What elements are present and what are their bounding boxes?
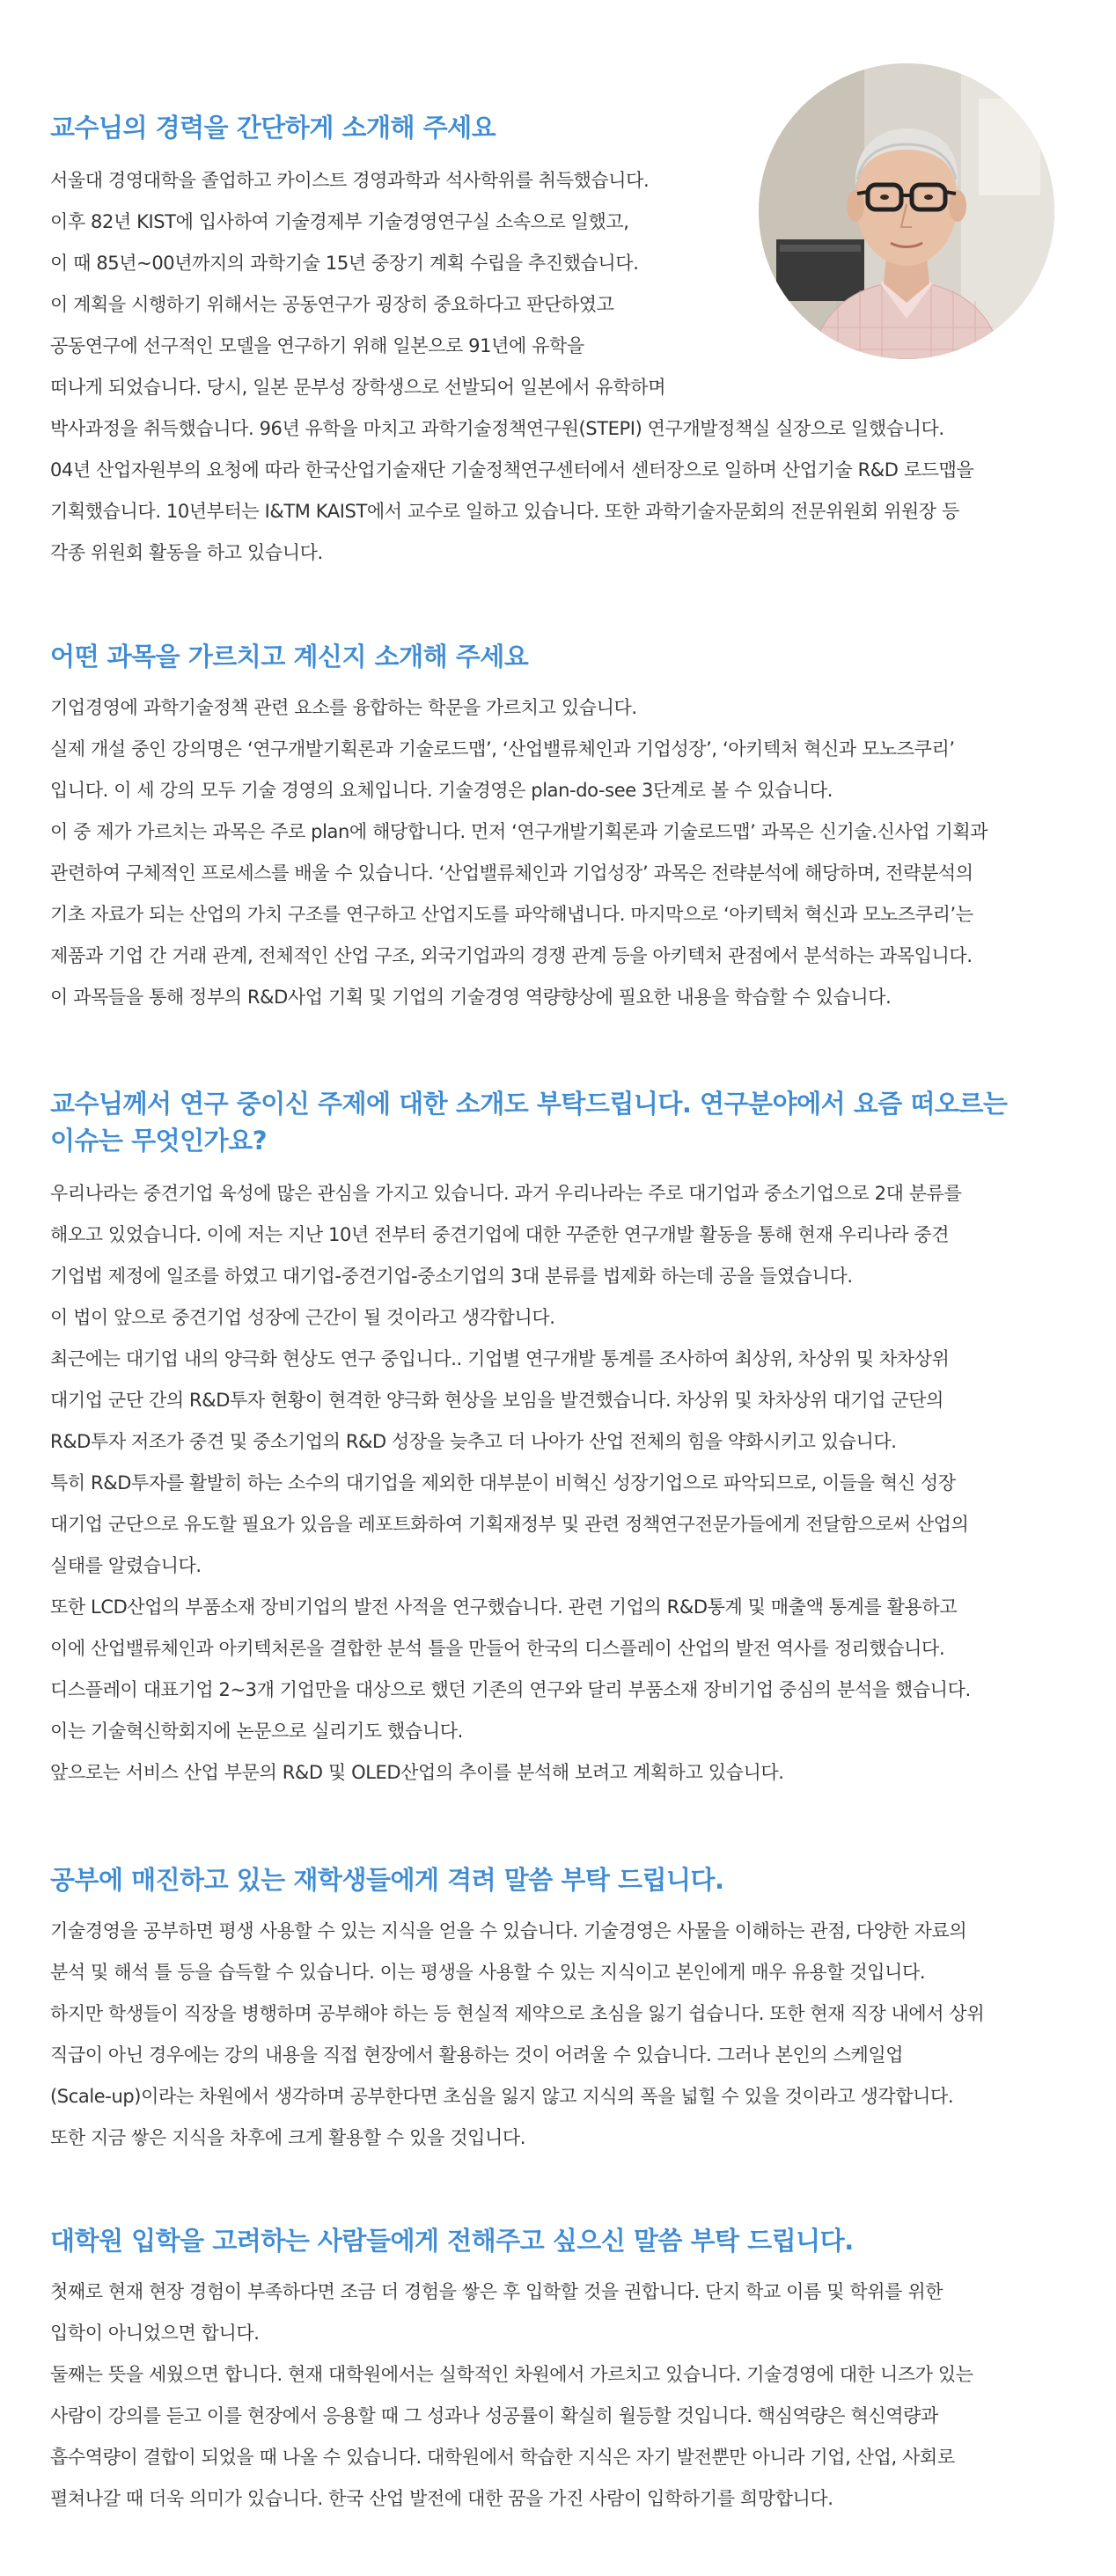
body-line: 입니다. 이 세 강의 모두 기술 경영의 요체입니다. 기술경영은 plan-do-see 3단계로 볼 수 있습니다. [50,780,833,801]
section-title: 공부에 매진하고 있는 재학생들에게 격려 말씀 부탁 드립니다. [50,1865,724,1895]
body-line: 공동연구에 선구적인 모델을 연구하기 위해 일본으로 91년에 유학을 [50,335,584,356]
body-line: 디스플레이 대표기업 2~3개 기업만을 대상으로 했던 기존의 연구와 달리 부품소재 장비기업 중심의 분석을 했습니다. [50,1679,971,1700]
section-body [50,687,1071,1018]
body-line: 실태를 알렸습니다. [50,1555,202,1576]
body-line: 둘째는 뜻을 세웠으면 합니다. 현재 대학원에서는 실학적인 차원에서 가르치고 있습니다. 기술경영에 대한 니즈가 있는 [50,2364,973,2385]
body-line: 첫째로 현재 현장 경험이 부족하다면 조금 더 경험을 쌓은 후 입학할 것을 권합니다. 단지 학교 이름 및 학위를 위한 [50,2281,943,2302]
body-line: 관련하여 구체적인 프로세스를 배울 수 있습니다. ‘산업밸류체인과 기업성장’ 과목은 전략분석에 해당하며, 전략분석의 [50,862,973,884]
body-line: 입학이 아니었으면 합니다. [50,2323,260,2344]
body-line: 기업법 제정에 일조를 하였고 대기업-중견기업-중소기업의 3대 분류를 법제화 하는데 공을 들였습니다. [50,1266,853,1287]
section-body [50,1911,1071,2159]
body-line: 각종 위원회 활동을 하고 있습니다. [50,542,323,563]
body-line: 기획했습니다. 10년부터는 I&TM KAIST에서 교수로 일하고 있습니다. 또한 과학기술자문회의 전문위원회 위원장 등 [50,501,959,522]
body-line: 기술경영을 공부하면 평생 사용할 수 있는 지식을 얻을 수 있습니다. 기술경영은 사물을 이해하는 관점, 다양한 자료의 [50,1920,967,1941]
body-line: 04년 산업자원부의 요청에 따라 한국산업기술재단 기술정책연구센터에서 센터장으로 일하며 산업기술 R&D 로드맵을 [50,459,974,481]
body-line: 직급이 아닌 경우에는 강의 내용을 직접 현장에서 활용하는 것이 어려울 수 있습니다. 그러나 본인의 스케일업 [50,2044,904,2066]
body-line: 대기업 군단으로 유도할 필요가 있음을 레포트화하여 기획재정부 및 관련 정책연구전문가들에게 전달함으로써 산업의 [50,1514,969,1535]
body-line: 서울대 경영대학을 졸업하고 카이스트 경영과학과 석사학위를 취득했습니다. [50,170,650,191]
section-title: 어떤 과목을 가르치고 계신지 소개해 주세요 [50,642,529,672]
body-line: 기업경영에 과학기술정책 관련 요소를 융합하는 학문을 가르치고 있습니다. [50,697,637,718]
body-line: 사람이 강의를 듣고 이를 현장에서 응용할 때 그 성과나 성공률이 확실히 월등할 것입니다. 핵심역량은 혁신역량과 [50,2405,938,2426]
body-line: 이 과목들을 통해 정부의 R&D사업 기획 및 기업의 기술경영 역량향상에 필요한 내용을 학습할 수 있습니다. [50,987,892,1008]
section-research [50,1085,1071,1794]
body-line: 이에 산업밸류체인과 아키텍처론을 결합한 분석 틀을 만들어 한국의 디스플레이 산업의 발전 역사를 정리했습니다. [50,1638,945,1659]
body-line: 기초 자료가 되는 산업의 가치 구조를 연구하고 산업지도를 파악해냅니다. 마지막으로 ‘아키텍처 혁신과 모노즈쿠리’는 [50,904,973,925]
body-line: 이후 82년 KIST에 입사하여 기술경제부 기술경영연구실 소속으로 일했고, [50,211,629,232]
section-body [50,2271,1071,2520]
body-line: 이 법이 앞으로 중견기업 성장에 근간이 될 것이라고 생각합니다. [50,1307,555,1328]
section-title: 교수님의 경력을 간단하게 소개해 주세요 [50,113,496,143]
section-courses [50,638,1071,1018]
body-line: 앞으로는 서비스 산업 부문의 R&D 및 OLED산업의 추이를 분석해 보려고 계획하고 있습니다. [50,1762,784,1783]
body-line: 이 때 85년~00년까지의 과학기술 15년 중장기 계획 수립을 추진했습니다. [50,253,639,274]
body-line: 이 중 제가 가르치는 과목은 주로 plan에 해당합니다. 먼저 ‘연구개발기획론과 기술로드맵’ 과목은 신기술.신사업 기획과 [50,821,988,842]
body-line: 대기업 군단 간의 R&D투자 현황이 현격한 양극화 현상을 보임을 발견했습니다. 차상위 및 차차상위 대기업 군단의 [50,1390,944,1411]
body-line: 해오고 있었습니다. 이에 저는 지난 10년 전부터 중견기업에 대한 꾸준한 연구개발 활동을 통해 현재 우리나라 중견 [50,1224,950,1245]
section-title-line: 교수님께서 연구 중이신 주제에 대한 소개도 부탁드립니다. 연구분야에서 요즘 떠오르는 [50,1089,1008,1119]
body-line: 이 계획을 시행하기 위해서는 공동연구가 굉장히 중요하다고 판단하였고 [50,294,614,315]
body-line: 떠나게 되었습니다. 당시, 일본 문부성 장학생으로 선발되어 일본에서 유학하며 [50,377,666,398]
section-title [50,1085,1071,1159]
body-line: (Scale-up)이라는 차원에서 생각하며 공부한다면 초심을 잃지 않고 지식의 폭을 넓힐 수 있을 것이라고 생각합니다. [50,2086,954,2107]
section-student-advice [50,1861,1071,2159]
body-line: R&D투자 저조가 중견 및 중소기업의 R&D 성장을 늦추고 더 나아가 산업 전체의 힘을 약화시키고 있습니다. [50,1431,897,1452]
section-title-line: 이슈는 무엇인가요? [50,1126,268,1156]
body-line: 흡수역량이 결합이 되었을 때 나올 수 있습니다. 대학원에서 학습한 지식은 자기 발전뿐만 아니라 기업, 산업, 사회로 [50,2447,955,2468]
body-line: 최근에는 대기업 내의 양극화 현상도 연구 중입니다.. 기업별 연구개발 통계를 조사하여 최상위, 차상위 및 차차상위 [50,1348,950,1369]
body-line: 실제 개설 중인 강의명은 ‘연구개발기획론과 기술로드맵’, ‘산업밸류체인과 기업성장’, ‘아키텍처 혁신과 모노즈쿠리’ [50,738,955,760]
body-line: 제품과 기업 간 거래 관계, 전체적인 산업 구조, 외국기업과의 경쟁 관계 등을 아키텍처 관점에서 분석하는 과목입니다. [50,945,973,966]
section-body [50,160,1071,574]
body-line: 하지만 학생들이 직장을 병행하며 공부해야 하는 등 현실적 제약으로 초심을 잃기 쉽습니다. 또한 현재 직장 내에서 상위 [50,2003,985,2024]
section-career [50,109,1071,574]
section-body [50,1173,1071,1794]
body-line: 특히 R&D투자를 활발히 하는 소수의 대기업을 제외한 대부분이 비혁신 성장기업으로 파악되므로, 이들을 혁신 성장 [50,1472,956,1493]
section-title: 대학원 입학을 고려하는 사람들에게 전해주고 싶으신 말씀 부탁 드립니다. [50,2226,854,2256]
body-line: 우리나라는 중견기업 육성에 많은 관심을 가지고 있습니다. 과거 우리나라는 주로 대기업과 중소기업으로 2대 분류를 [50,1183,962,1204]
body-line: 분석 및 해석 틀 등을 습득할 수 있습니다. 이는 평생을 사용할 수 있는 지식이고 본인에게 매우 유용할 것입니다. [50,1962,926,1983]
body-line: 또한 LCD산업의 부품소재 장비기업의 발전 사적을 연구했습니다. 관련 기업의 R&D통계 및 매출액 통계를 활용하고 [50,1596,958,1618]
body-line: 박사과정을 취득했습니다. 96년 유학을 마치고 과학기술정책연구원(STEPI) 연구개발정책실 실장으로 일했습니다. [50,418,944,439]
body-line: 또한 지금 쌓은 지식을 차후에 크게 활용할 수 있을 것입니다. [50,2127,526,2148]
section-applicant-advice [50,2222,1071,2520]
body-line: 이는 기술혁신학회지에 논문으로 실리기도 했습니다. [50,1721,463,1742]
body-line: 펼쳐나갈 때 더욱 의미가 있습니다. 한국 산업 발전에 대한 꿈을 가진 사람이 입학하기를 희망합니다. [50,2488,833,2509]
